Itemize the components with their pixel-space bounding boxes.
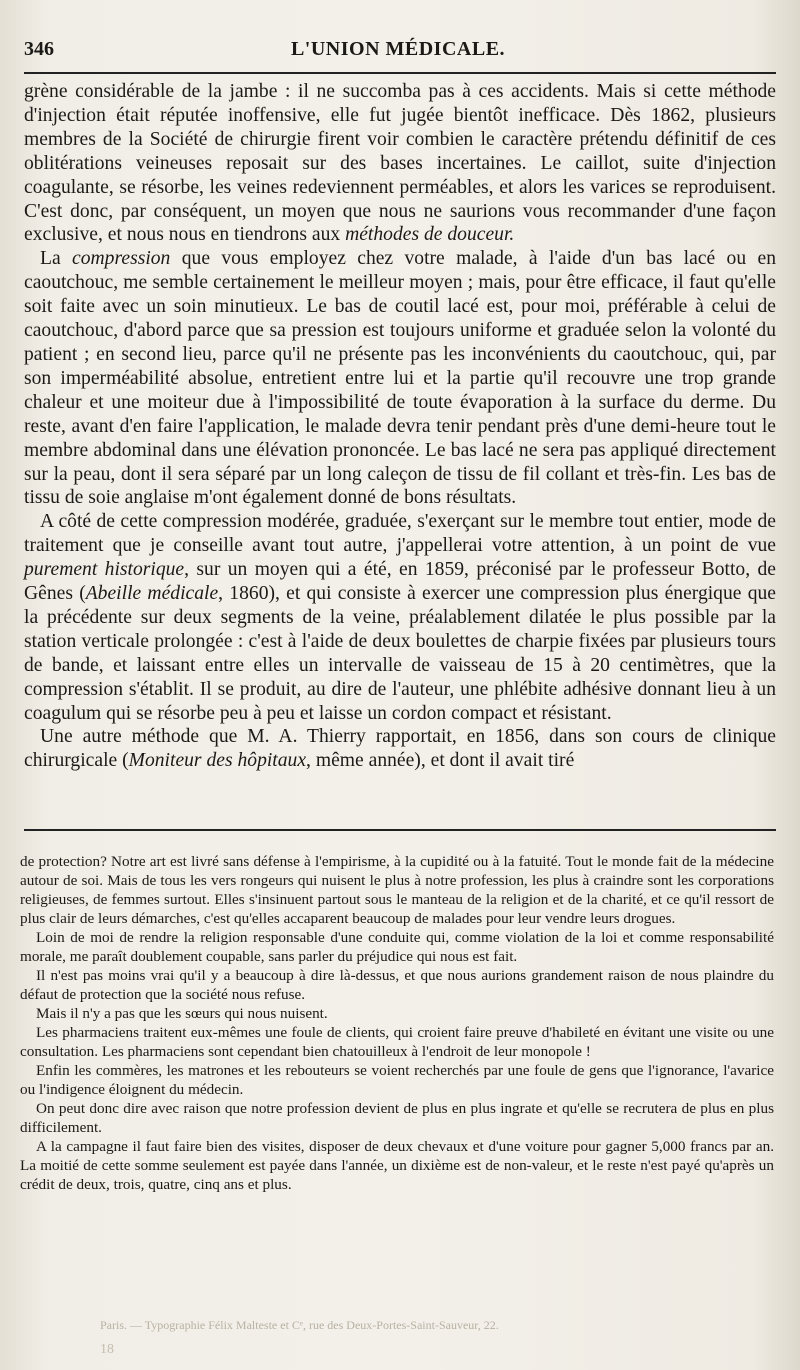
note-paragraph: Il n'est pas moins vrai qu'il y a beaucoup à dire là-dessus, et que nous aurions grandement raison de nous plaindre du défaut de protection que la société nous refuse. [20,967,774,1003]
emphasis-methodes: méthodes de douceur. [345,224,515,246]
paragraph-2: La compression que vous employez chez votre malade, à l'aide d'un bas lacé ou en caoutchouc, me semble certainement le meilleur moyen ; mais, pour être efficace, il faut qu'elle soit faite avec un soin minutieux. Le bas de coutil lacé est, pour moi, préférable à celui de caoutchouc, d'abord parce que sa pression est toujours uniforme et graduée selon la volonté du patient ; en second lieu, parce qu'il ne présente pas les inconvénients du caoutchouc, qui, par son imperméabilité absolue, entretient entre lui et la partie qu'il recouvre une trop grande chaleur et une moiteur due à l'impossibilité de toute évaporation à la surface du derme. Du reste, avant d'en faire l'application, le malade devra tenir pendant près d'une demi-heure tout le membre abdominal dans une élévation prononcée. Le bas lacé ne sera pas appliqué directement sur la peau, dont il sera séparé par un long caleçon de tissu de fil collant et très-fin. Les bas de tissu de soie anglaise m'ont également donné de bons résultats. [24,248,776,509]
running-header [24,38,772,68]
note-paragraph: de protection? Notre art est livré sans défense à l'empirisme, à la cupidité ou à la fatuité. Tout le monde fait de la médecine autour de soi. Mais de tous les vers rongeurs qui nuisent le plus à notre profession, les plus à craindre sont les corporations religieuses, de femmes surtout. Elles s'insinuent partout sous le manteau de la religion et de la charité, et ce qu'il ressort de plus clair de leurs démarches, c'est qu'elles accaparent beaucoup de malades pour leur vendre leurs drogues. [20,853,774,927]
note-paragraph: Les pharmaciens traitent eux-mêmes une foule de clients, qui croient faire preuve d'habileté en évitant une visite ou une consultation. Les pharmaciens sont cependant bien chatouilleux à l'endroit de leur monopole ! [20,1024,774,1060]
paragraph-4: Une autre méthode que M. A. Thierry rapportait, en 1856, dans son cours de clinique chirurgicale (Moniteur des hôpitaux, même année), et dont il avait tiré [24,726,776,772]
emphasis-moniteur: Moniteur des hôpitaux [128,750,307,772]
emphasis-compression: compression [72,248,171,270]
main-text [24,80,776,773]
header-rule [24,72,776,74]
feuilleton-rule [24,829,776,831]
emphasis-historique: purement historique [24,559,185,581]
emphasis-abeille: Abeille médicale [85,583,219,605]
note-paragraph: Mais il n'y a pas que les sœurs qui nous nuisent. [36,1005,328,1022]
note-paragraph: A la campagne il faut faire bien des visites, disposer de deux chevaux et d'une voiture pour gagner 5,000 francs par an. La moitié de cette somme seulement est payée dans l'année, un dixième est de non-valeur, et le reste n'est payé qu'après un crédit de deux, trois, quatre, cinq ans et plus. [20,1138,774,1193]
note-paragraph: Enfin les commères, les matrones et les rebouteurs se voient recherchés par une foule de gens que l'ignorance, l'avarice ou l'indigence éloignent du médecin. [20,1062,774,1098]
journal-title: L'UNION MÉDICALE. [290,38,506,60]
note-paragraph: Loin de moi de rendre la religion responsable d'une conduite qui, comme violation de la loi et comme responsabilité morale, me paraît doublement coupable, sans parler du préjudice qui nous est fait. [20,929,774,965]
note-paragraph: On peut donc dire avec raison que notre profession devient de plus en plus ingrate et qu'elle se recrutera de plus en plus difficilement. [20,1100,774,1136]
bleed-through-footer: Paris. — Typographie Félix Malteste et Cᵉ, rue des Deux-Portes-Saint-Sauveur, 22. [100,1318,499,1332]
page-number: 346 [24,38,54,60]
faint-mark: 18 [100,1342,114,1357]
feuilleton-text [20,852,774,1194]
paragraph-1: grène considérable de la jambe : il ne succomba pas à ces accidents. Mais si cette méthode d'injection était réputée inoffensive, elle fut jugée bientôt inefficace. Dès 1862, plusieurs membres de la Société de chirurgie firent voir combien le caractère prétendu définitif de ces oblitérations veineuses reposait sur des bases incertaines. Le caillot, suite d'injection coagulante, se résorbe, les veines redeviennent perméables, et alors les varices se reproduisent. C'est donc, par conséquent, un moyen que nous ne saurions vous recommander d'une façon exclusive, et nous nous en tiendrons aux méthodes de douceur. [24,81,776,246]
paragraph-3: A côté de cette compression modérée, graduée, s'exerçant sur le membre tout entier, mode de traitement que je conseille avant tout autre, j'appellerai votre attention, à un point de vue purement historique, sur un moyen qui a été, en 1859, préconisé par le professeur Botto, de Gênes (Abeille médicale, 1860), et qui consiste à exercer une compression plus énergique que la précédente sur deux segments de la veine, préalablement dilatée le plus possible par la station verticale prolongée : c'est à l'aide de deux boulettes de charpie fixées par plusieurs tours de bande, et laissant entre elles un intervalle de vaisseau de 15 à 20 centimètres, que la compression s'établit. Il se produit, au dire de l'auteur, une phlébite adhésive donnant lieu à un coagulum qui se résorbe peu à peu et laisse un cordon compact et résistant. [24,511,776,724]
